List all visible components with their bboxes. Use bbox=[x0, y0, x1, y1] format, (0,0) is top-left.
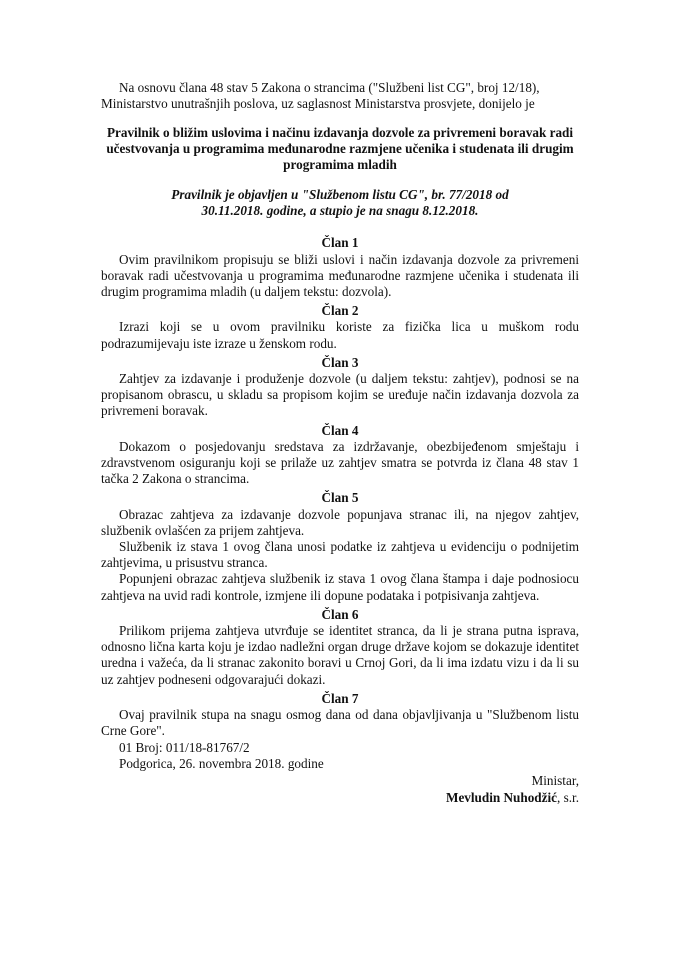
intro-line-1: Na osnovu člana 48 stav 5 Zakona o strancima ("Službeni list CG", broj 12/18), bbox=[119, 80, 540, 95]
article-paragraph: Zahtjev za izdavanje i produženje dozvole (u daljem tekstu: zahtjev), podnosi se na propisanom obrascu, u skladu sa propisom kojim se uređuje način izdavanja dozvola za privremeni boravak. bbox=[101, 371, 579, 419]
article-heading: Član 2 bbox=[321, 303, 359, 319]
article-paragraph: Ovaj pravilnik stupa na snagu osmog dana od dana objavljivanja u "Službenom listu Crne Gore". bbox=[101, 707, 579, 739]
article-heading: Član 1 bbox=[321, 235, 359, 251]
article-paragraph: Izrazi koji se u ovom pravilniku koriste za fizička lica u muškom rodu podrazumijevaju iste izraze u ženskom rodu. bbox=[101, 319, 579, 351]
document-title: Pravilnik o bližim uslovima i načinu izdavanja dozvole za privremeni boravak radi učestvovanja u programima međunarodne razmjene učenika i studenata ili drugim programima mladih bbox=[106, 125, 574, 173]
article-heading: Član 6 bbox=[321, 606, 359, 622]
article-paragraph: Prilikom prijema zahtjeva utvrđuje se identitet stranca, da li je strana putna isprava, odnosno lična karta koju je izdao nadležni organ druge države kojom se dokazuje identitet uredna i važeća, da li stranac zakonito boravi u Crnoj Gori, da li ima izdatu vizu i da li su uz zahtjev podneseni odgovarajući dokazi. bbox=[101, 623, 579, 687]
signatory bbox=[101, 790, 579, 806]
article-paragraph: Službenik iz stava 1 ovog člana unosi podatke iz zahtjeva u evidenciju o podnijetim zahtjevima, u prisustvu stranca. bbox=[101, 539, 579, 571]
place-and-date: Podgorica, 26. novembra 2018. godine bbox=[119, 755, 324, 771]
article-5 bbox=[101, 490, 579, 603]
article-6 bbox=[101, 607, 579, 688]
article-heading: Član 5 bbox=[321, 490, 359, 506]
signatory-suffix: , s.r. bbox=[557, 790, 579, 806]
signatory-role: Ministar, bbox=[531, 772, 579, 788]
article-heading: Član 3 bbox=[321, 354, 359, 370]
intro-line-2: Ministarstvo unutrašnjih poslova, uz saglasnost Ministarstva prosvjete, donijelo je bbox=[101, 96, 535, 112]
article-paragraph: Obrazac zahtjeva za izdavanje dozvole popunjava stranac ili, na njegov zahtjev, službenik ovlašćen za prijem zahtjeva. bbox=[101, 506, 579, 538]
article-heading: Član 7 bbox=[321, 690, 359, 706]
article-paragraph: Ovim pravilnikom propisuju se bliži uslovi i način izdavanja dozvole za privremeni boravak radi učestvovanja u programima međunarodne razmjene učenika i studenata ili drugim programima mladih (u daljem tekstu: dozvola). bbox=[101, 251, 579, 300]
article-1 bbox=[101, 235, 579, 300]
intro-text bbox=[101, 80, 579, 112]
article-paragraph: Dokazom o posjedovanju sredstava za izdržavanje, obezbijeđenom smještaju i zdravstvenom osiguranju koji se prilaže uz zahtjev smatra se potvrda iz člana 48 stav 1 tačka 2 Zakona o strancima. bbox=[101, 438, 579, 487]
document-number: 01 Broj: 011/18-81767/2 bbox=[119, 739, 250, 755]
document-page bbox=[101, 80, 579, 806]
signatory-name: Mevludin Nuhodžić bbox=[446, 790, 558, 806]
article-4 bbox=[101, 423, 579, 488]
article-2 bbox=[101, 303, 579, 352]
article-paragraph: Popunjeni obrazac zahtjeva službenik iz stava 1 ovog člana štampa i daje podnosiocu zahtjeva na uvid radi kontrole, izmjene ili dopune podataka i potpisivanja zahtjeva. bbox=[101, 571, 579, 603]
article-7 bbox=[101, 691, 579, 740]
publication-note: Pravilnik je objavljen u "Službenom listu CG", br. 77/2018 od 30.11.2018. godine, a stupio je na snagu 8.12.2018. bbox=[171, 187, 509, 219]
article-3 bbox=[101, 355, 579, 420]
article-heading: Član 4 bbox=[321, 422, 359, 438]
